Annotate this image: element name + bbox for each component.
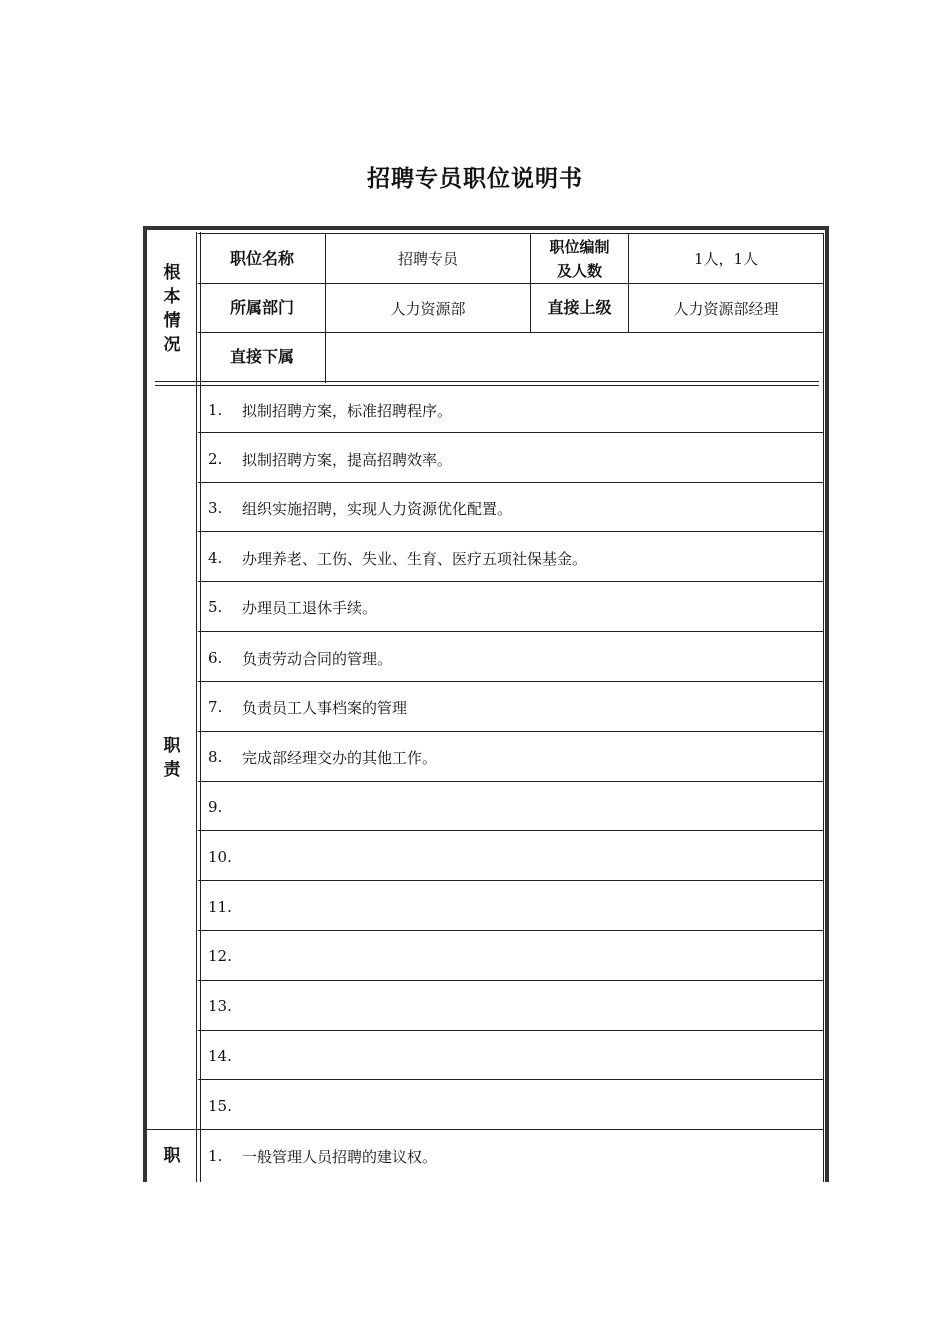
duty-item-number: 12. bbox=[208, 947, 232, 965]
duty-row-divider bbox=[198, 880, 824, 881]
duty-item-number: 6. bbox=[208, 649, 223, 667]
duty-item bbox=[208, 782, 242, 832]
superior-label: 直接上级 bbox=[547, 298, 612, 317]
department-label: 所属部门 bbox=[229, 298, 294, 317]
duty-row-divider bbox=[198, 980, 824, 981]
duty-item-number: 8. bbox=[208, 748, 223, 766]
duty-item bbox=[208, 1031, 242, 1081]
duty-item bbox=[208, 633, 392, 683]
duty-item bbox=[208, 1081, 242, 1131]
duty-item bbox=[208, 434, 452, 484]
table-inner-right-border bbox=[823, 233, 824, 1182]
duty-item-number: 14. bbox=[208, 1047, 232, 1065]
duty-item-number: 11. bbox=[208, 898, 232, 916]
duty-item-text: 完成部经理交办的其他工作。 bbox=[242, 748, 438, 767]
duty-item-number: 9. bbox=[208, 798, 223, 816]
duties-section-bottom-border bbox=[147, 1129, 824, 1130]
duty-row-divider bbox=[198, 1079, 824, 1080]
duty-item-number: 13. bbox=[208, 997, 232, 1015]
position-name-value: 招聘专员 bbox=[397, 250, 458, 268]
superior-value: 人力资源部经理 bbox=[673, 299, 779, 318]
authority-item-text: 一般管理人员招聘的建议权。 bbox=[242, 1147, 438, 1166]
subordinate-label: 直接下属 bbox=[229, 347, 294, 366]
duty-item-number: 7. bbox=[208, 698, 223, 716]
duty-item-text: 负责劳动合同的管理。 bbox=[242, 649, 393, 668]
duty-item bbox=[208, 682, 407, 732]
page-title: 招聘专员职位说明书 bbox=[367, 166, 583, 192]
duty-item-text: 办理员工退休手续。 bbox=[242, 598, 378, 617]
duty-item-number: 15. bbox=[208, 1097, 232, 1115]
duty-item bbox=[208, 931, 242, 981]
duty-item-text: 拟制招聘方案，提高招聘效率。 bbox=[242, 450, 453, 469]
duty-item bbox=[208, 981, 242, 1031]
position-name-label: 职位名称 bbox=[229, 248, 294, 268]
duty-item-text: 办理养老、工伤、失业、生育、医疗五项社保基金。 bbox=[242, 549, 588, 568]
duty-item bbox=[208, 385, 452, 435]
duties-section-label: 职 责 bbox=[163, 735, 181, 780]
basic-info-section-label: 根 本 情 况 bbox=[163, 263, 181, 355]
duty-item-number: 5. bbox=[208, 598, 223, 616]
duty-item-number: 2. bbox=[208, 450, 223, 468]
duty-item-number: 1. bbox=[208, 401, 223, 419]
department-value: 人力资源部 bbox=[390, 299, 466, 318]
duty-item-number: 3. bbox=[208, 499, 223, 517]
duty-item bbox=[208, 483, 512, 533]
duty-item-text: 负责员工人事档案的管理 bbox=[242, 698, 408, 717]
authority-section-label: 职 bbox=[163, 1146, 181, 1166]
duty-item bbox=[208, 732, 437, 782]
authority-item-number: 1. bbox=[208, 1147, 223, 1165]
duty-item bbox=[208, 582, 377, 632]
authority-item bbox=[208, 1131, 437, 1181]
duty-row-divider bbox=[198, 830, 824, 831]
duty-item-number: 4. bbox=[208, 549, 223, 567]
duty-item bbox=[208, 832, 242, 882]
duty-item bbox=[208, 882, 242, 932]
duty-row-divider bbox=[198, 1030, 824, 1031]
headcount-value: 1人，1人 bbox=[693, 250, 759, 268]
duty-item bbox=[208, 533, 587, 583]
headcount-label: 职位编制 及人数 bbox=[549, 237, 610, 280]
subordinate-value bbox=[326, 333, 823, 381]
duty-row-divider bbox=[198, 930, 824, 931]
duty-item-text: 组织实施招聘，实现人力资源优化配置。 bbox=[242, 499, 513, 518]
duty-item-number: 10. bbox=[208, 848, 232, 866]
duty-item-text: 拟制招聘方案，标准招聘程序。 bbox=[242, 401, 453, 420]
